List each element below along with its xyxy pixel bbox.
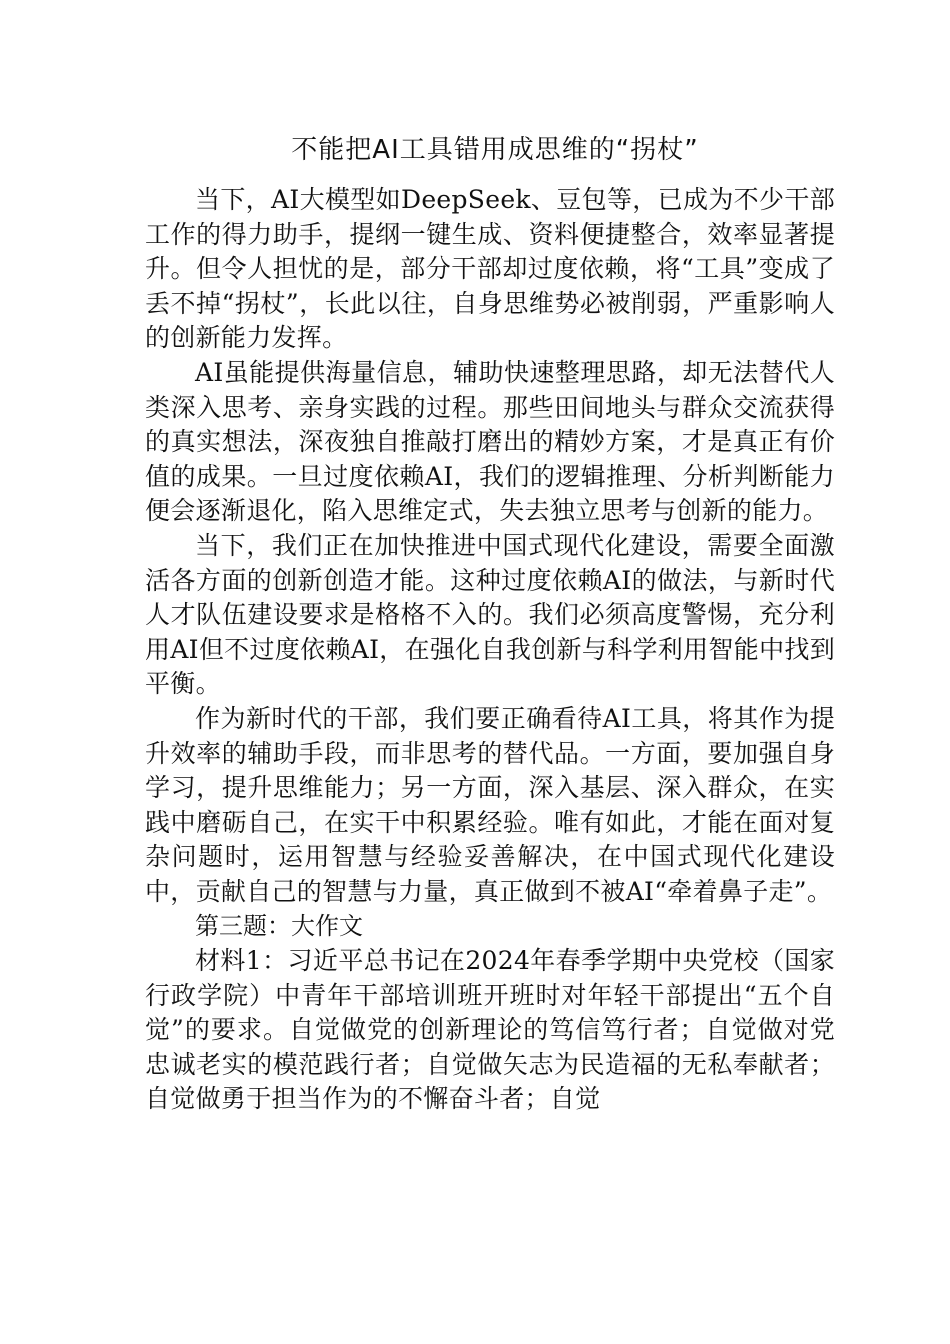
material-paragraph: 材料1：习近平总书记在2024年春季学期中央党校（国家行政学院）中青年干部培训班开班时对年轻干部提出“五个自觉”的要求。自觉做党的创新理论的笃信笃行者；自觉做对党忠诚老实的模范践行者；自觉做矢志为民造福的无私奉献者；自觉做勇于担当作为的不懈奋斗者；自觉 (145, 946, 835, 1114)
document-body (145, 183, 835, 1117)
paragraph-4: 作为新时代的干部，我们要正确看待AI工具，将其作为提升效率的辅助手段，而非思考的替代品。一方面，要加强自身学习，提升思维能力；另一方面，深入基层、深入群众，在实践中磨砺自己，在实干中积累经验。唯有如此，才能在面对复杂问题时，运用智慧与经验妥善解决，在中国式现代化建设中，贡献自己的智慧与力量，真正做到不被AI“牵着鼻子走”。 (145, 703, 835, 906)
paragraph-3: 当下，我们正在加快推进中国式现代化建设，需要全面激活各方面的创新创造才能。这种过度依赖AI的做法，与新时代人才队伍建设要求是格格不入的。我们必须高度警惕，充分利用AI但不过度依赖AI，在强化自我创新与科学利用智能中找到平衡。 (145, 530, 835, 699)
paragraph-1: 当下，AI大模型如DeepSeek、豆包等，已成为不少干部工作的得力助手，提纲一键生成、资料便捷整合，效率显著提升。但令人担忧的是，部分干部却过度依赖，将“工具”变成了丢不掉“拐杖”，长此以往，自身思维势必被削弱，严重影响人的创新能力发挥。 (145, 185, 835, 353)
document-title: 不能把AI工具错用成思维的“拐杖” (291, 135, 699, 165)
paragraph-2: AI虽能提供海量信息，辅助快速整理思路，却无法替代人类深入思考、亲身实践的过程。那些田间地头与群众交流获得的真实想法，深夜独自推敲打磨出的精妙方案，才是真正有价值的成果。一旦过度依赖AI，我们的逻辑推理、分析判断能力便会逐渐退化，陷入思维定式，失去独立思考与创新的能力。 (145, 357, 835, 526)
section-heading: 第三题：大作文 (195, 912, 363, 941)
